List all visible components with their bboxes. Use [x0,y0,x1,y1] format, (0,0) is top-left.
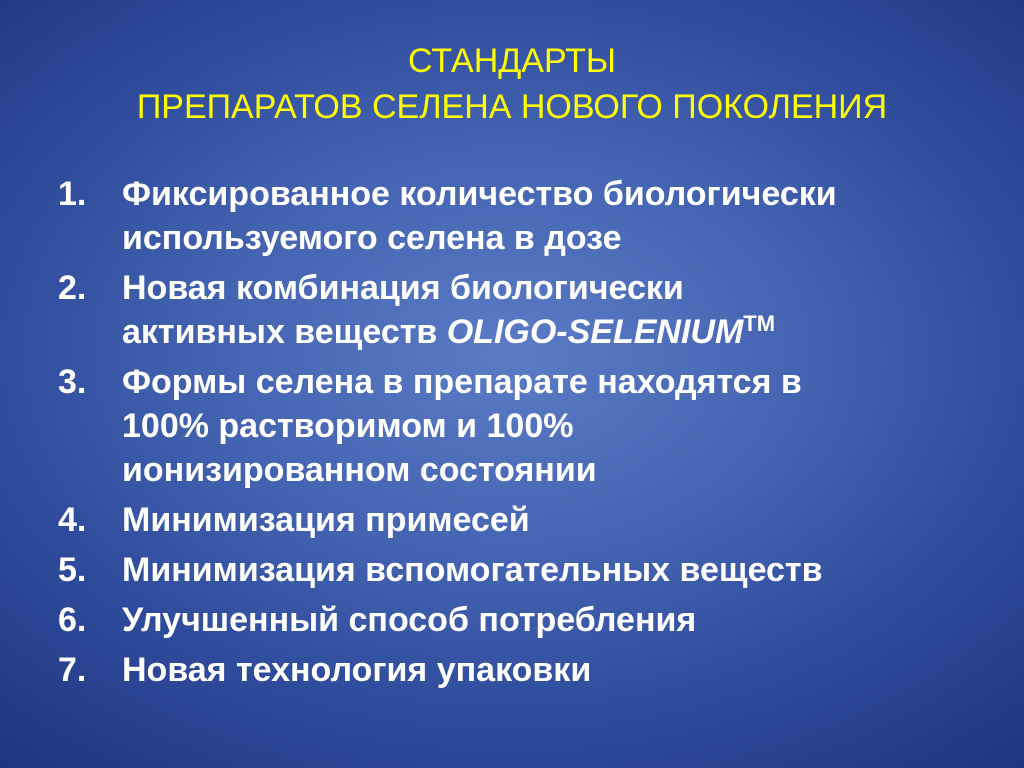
item-text [122,548,988,592]
item-line: Фиксированное количество биологически [122,175,837,213]
item-line-prefix: активных веществ [122,313,447,351]
item-line-with-brand [122,310,988,354]
trademark-mark: TM [743,311,776,336]
item-line: Минимизация вспомогательных веществ [122,551,823,589]
brand-name: OLIGO-SELENIUM [446,313,744,351]
item-line: ионизированном состоянии [122,451,597,489]
item-text [122,498,988,542]
item-line: используемого селена в дозе [122,219,622,257]
item-number: 6. [58,601,87,639]
list-item [58,648,988,692]
list-item [58,498,988,542]
item-number: 1. [58,175,87,213]
item-line: 100% растворимом и 100% [122,407,574,445]
slide-title [0,38,1024,130]
item-text [122,648,988,692]
list-item [58,598,988,642]
list-item [58,548,988,592]
list-item [58,360,988,492]
title-line-2: ПРЕПАРАТОВ СЕЛЕНА НОВОГО ПОКОЛЕНИЯ [136,88,888,126]
item-number: 7. [58,651,87,689]
list-item [58,172,988,260]
title-line-1: СТАНДАРТЫ [407,42,617,80]
item-line: Формы селена в препарате находятся в [122,363,802,401]
item-text [122,598,988,642]
list-item [58,266,988,354]
item-line: Минимизация примесей [122,501,530,539]
item-number: 3. [58,363,87,401]
item-number: 2. [58,269,87,307]
item-text [122,266,988,354]
item-number: 4. [58,501,87,539]
item-text [122,360,988,492]
standards-list [58,172,988,698]
item-line: Новая технология упаковки [122,651,592,689]
item-line: Новая комбинация биологически [122,269,684,307]
item-number: 5. [58,551,87,589]
item-text [122,172,988,260]
item-line: Улучшенный способ потребления [122,601,697,639]
